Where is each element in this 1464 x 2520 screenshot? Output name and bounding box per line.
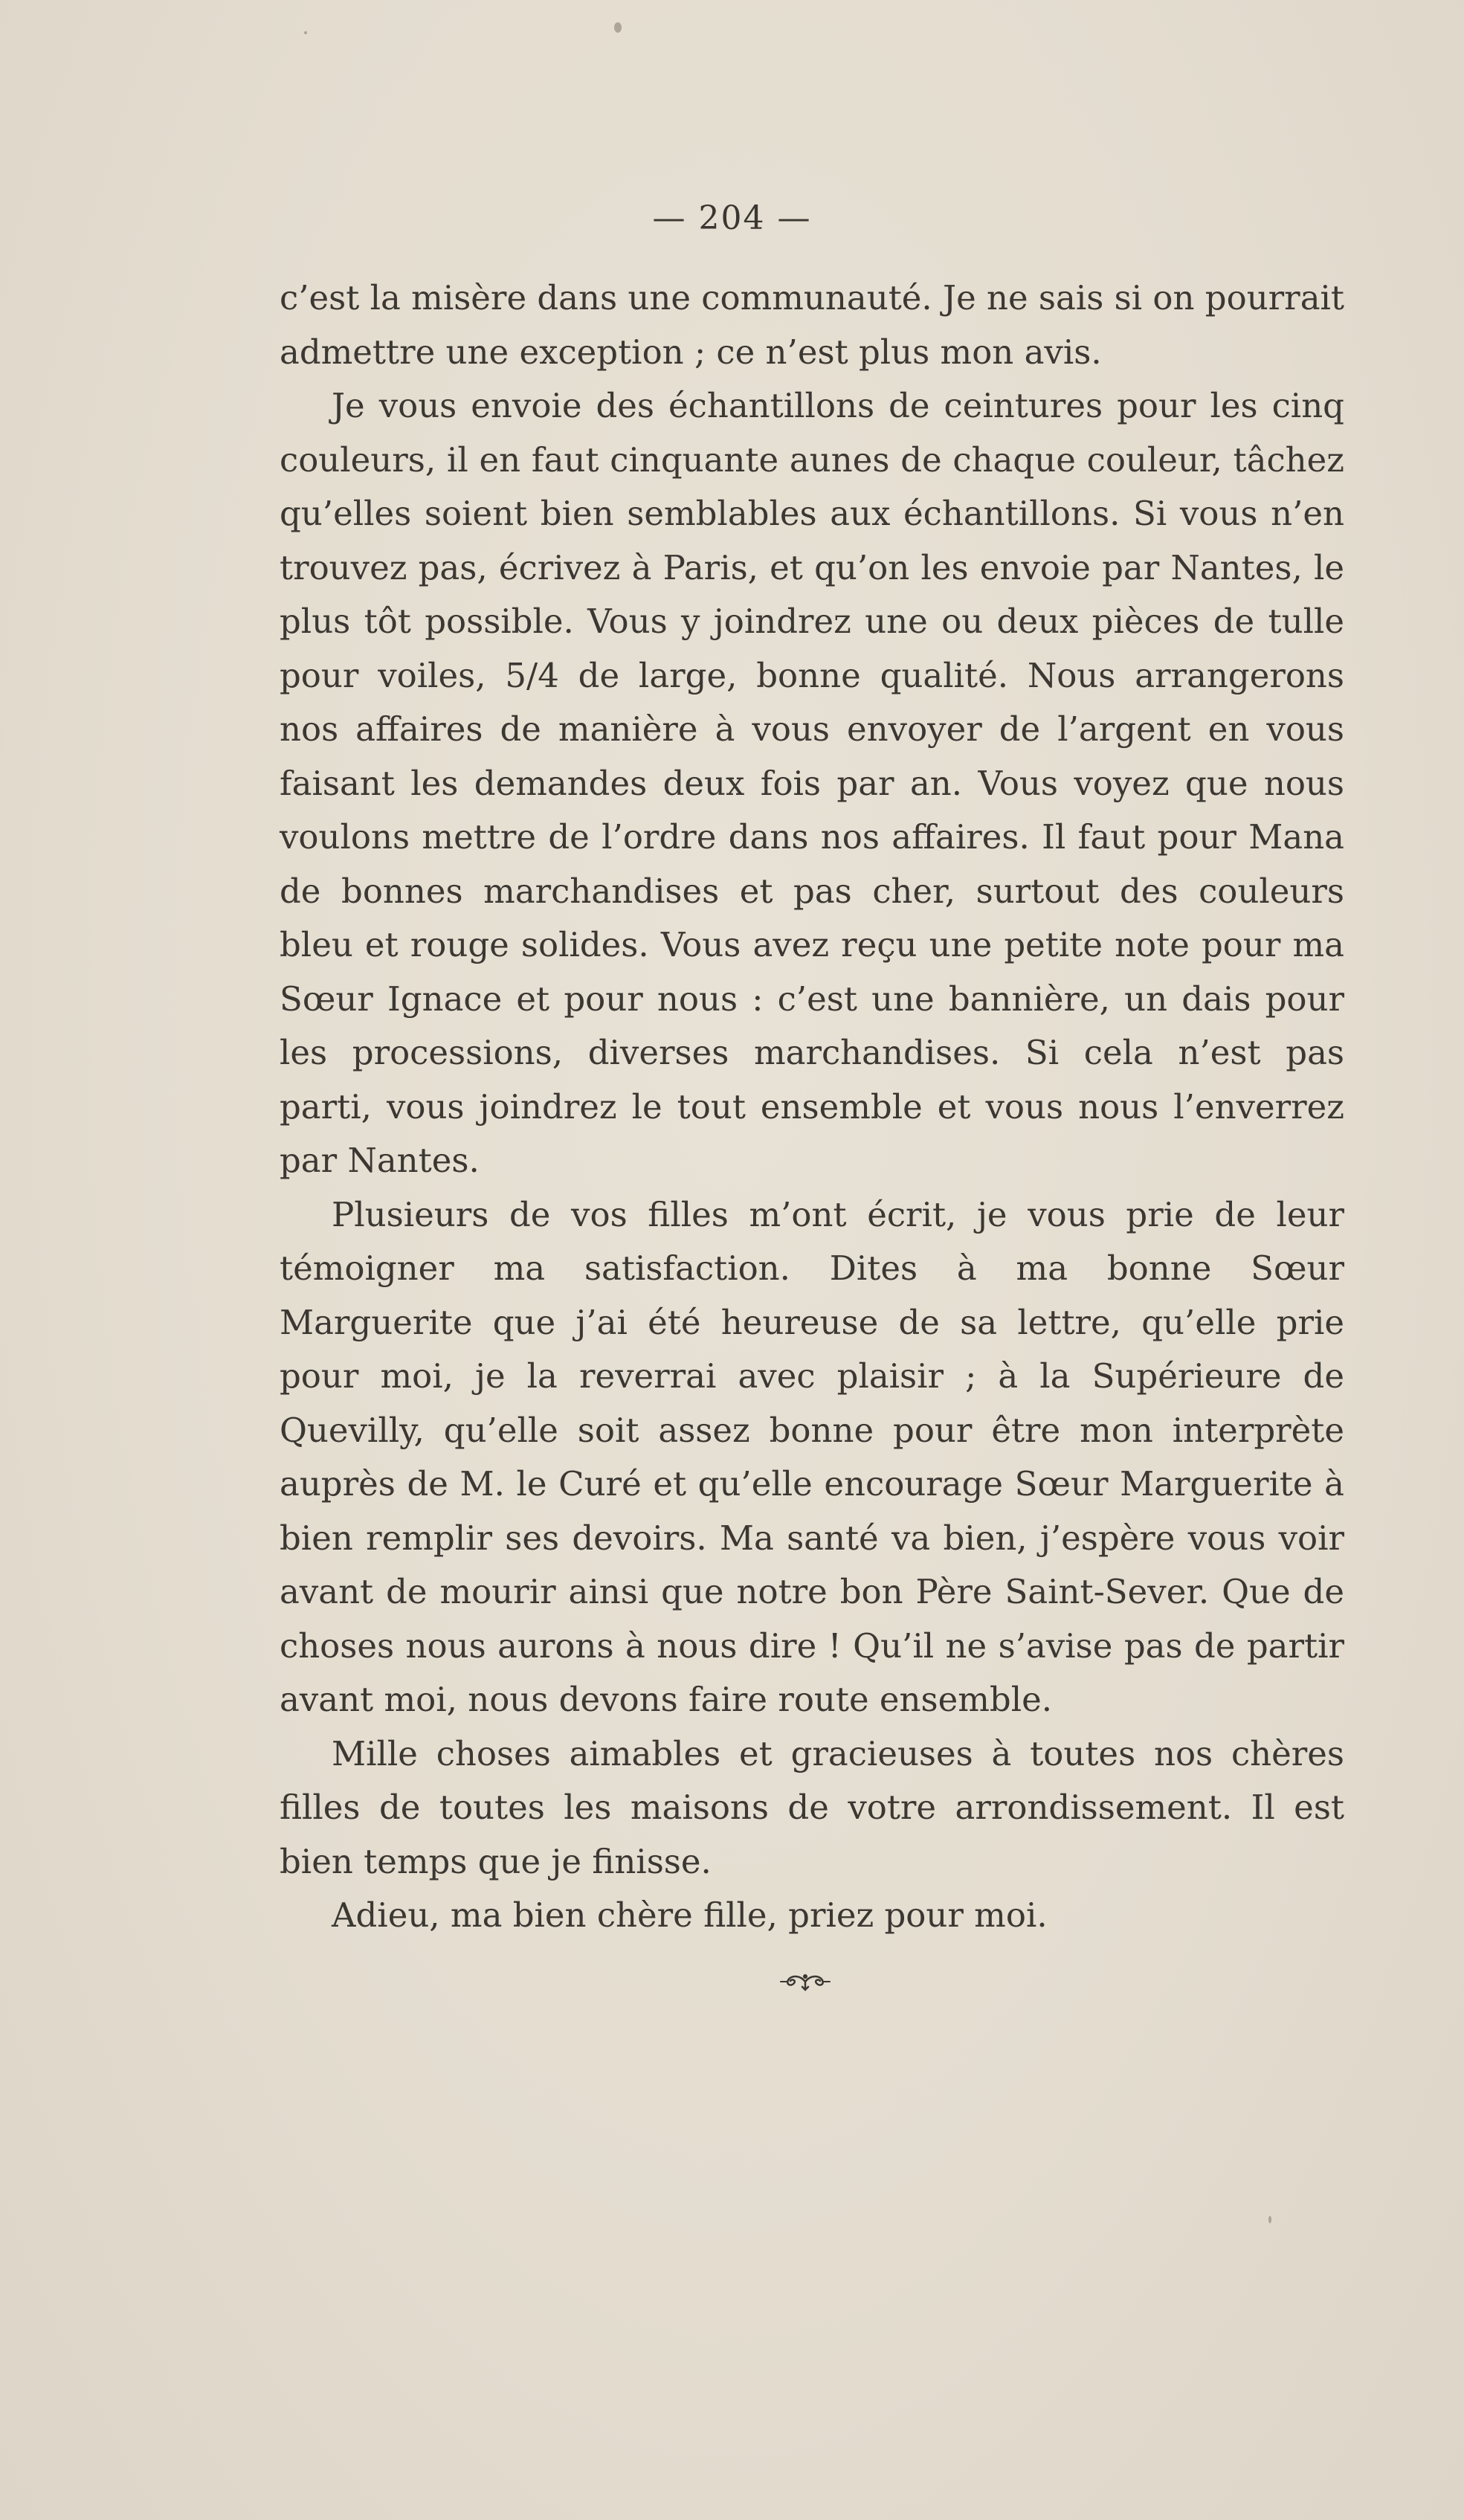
fleuron-ornament-icon — [779, 1970, 831, 1993]
paragraph-3: Plusieurs de vos filles m’ont écrit, je vous prie de leur témoigner ma satisfaction. Dites à ma bonne Sœur Marguerite que j’ai été heureuse de sa lettre, qu’elle prie pour moi, je la reverrai avec plaisir ; à la Supérieure de Quevilly, qu’elle soit assez bonne pour être mon interprète auprès de M. le Curé et qu’elle encourage Sœur Marguerite à bien remplir ses devoirs. Ma santé va bien, j’espère vous voir avant de mourir ainsi que notre bon Père Saint-Sever. Que de choses nous aurons à nous dire ! Qu’il ne s’avise pas de partir avant moi, nous devons faire route ensemble. — [280, 1194, 1344, 1719]
paper-speck — [304, 31, 307, 34]
paper-speck — [1268, 2216, 1271, 2223]
page-number: — 204 — — [652, 199, 812, 237]
paragraph-4: Mille choses aimables et gracieuses à toutes nos chères filles de toutes les maisons de votre arrondissement. Il est bien temps que je finisse. — [280, 1733, 1344, 1881]
body-text — [280, 271, 1344, 1943]
paragraph-5: Adieu, ma bien chère fille, priez pour moi. — [332, 1895, 1048, 1935]
paragraph-2: Je vous envoie des échantillons de ceintures pour les cinq couleurs, il en faut cinquante aunes de chaque couleur, tâchez qu’elles soient bien semblables aux échantillons. Si vous n’en trouvez pas, écrivez à Paris, et qu’on les envoie par Nantes, le plus tôt possible. Vous y joindrez une ou deux pièces de tulle pour voiles, 5/4 de large, bonne qualité. Nous arrangerons nos affaires de manière à vous envoyer de l’argent en vous faisant les demandes deux fois par an. Vous voyez que nous voulons mettre de l’ordre dans nos affaires. Il faut pour Mana de bonnes marchandises et pas cher, surtout des couleurs bleu et rouge solides. Vous avez reçu une petite note pour ma Sœur Ignace et pour nous : c’est une bannière, un dais pour les processions, diverses marchandises. Si cela n’est pas parti, vous joindrez le tout ensemble et vous nous l’enverrez par Nantes. — [280, 386, 1344, 1180]
paper-speck — [614, 22, 622, 33]
paragraph-1: c’est la misère dans une communauté. Je ne sais si on pourrait admettre une exception ; ce n’est plus mon avis. — [280, 278, 1345, 372]
